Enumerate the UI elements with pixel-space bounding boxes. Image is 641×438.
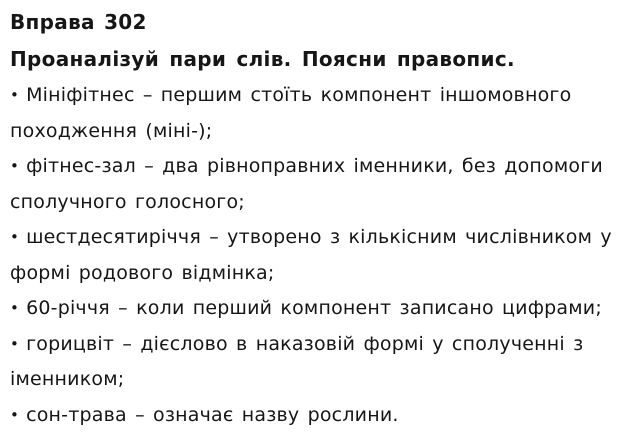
answer-list — [10, 78, 629, 433]
exercise-title: Вправа 302 — [10, 10, 147, 34]
list-item-text: фітнес-зал – два рівноправних іменники, без допомоги сполучного голосного; — [10, 155, 603, 213]
bullet-icon: • — [10, 86, 20, 104]
list-item-text: горицвіт – дієслово в наказовій формі у сполученні з іменником; — [10, 332, 584, 390]
list-item-text: Мініфітнес – першим стоїть компонент іншомовного походження (міні-); — [10, 84, 572, 142]
bullet-icon: • — [10, 228, 20, 246]
bullet-icon: • — [10, 334, 20, 353]
list-item — [10, 220, 629, 291]
list-item-text: сон-трава – означає назву рослини. — [26, 403, 399, 426]
list-item-text: 60-річчя – коли перший компонент записано цифрами; — [26, 297, 602, 319]
exercise-instruction: Проаналізуй пари слів. Поясни правопис. — [10, 47, 515, 71]
list-item-text: шестдесятиріччя – утворено з кількісним числівником у формі родового відмінка; — [10, 226, 612, 284]
list-item — [10, 327, 629, 398]
bullet-icon: • — [10, 157, 20, 175]
bullet-icon: • — [10, 405, 20, 424]
list-item — [10, 78, 629, 149]
list-item — [10, 291, 629, 327]
list-item — [10, 398, 629, 434]
list-item — [10, 149, 629, 220]
bullet-icon: • — [10, 299, 20, 317]
